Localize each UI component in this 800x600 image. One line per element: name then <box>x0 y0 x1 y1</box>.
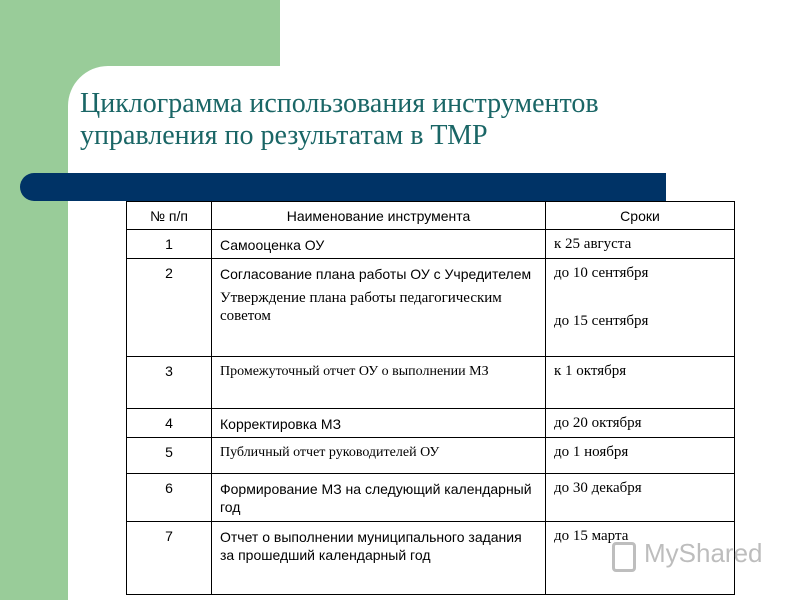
row-instrument: Согласование плана работы ОУ с Учредителем <box>220 266 532 282</box>
slide-title <box>80 88 740 152</box>
table-row <box>127 474 735 522</box>
row-instrument: Публичный отчет руководителей ОУ <box>212 438 546 474</box>
header-instrument: Наименование инструмента <box>212 202 546 230</box>
header-deadline: Сроки <box>546 202 735 230</box>
instruments-table <box>126 201 735 595</box>
row-instrument-cell <box>212 259 546 357</box>
row-deadline: до 15 марта <box>546 522 735 595</box>
row-deadline: до 30 декабря <box>546 474 735 522</box>
watermark <box>612 538 762 578</box>
title-divider-bar-end <box>638 173 666 201</box>
row-deadline-secondary: до 15 сентября <box>554 313 649 329</box>
row-number: 5 <box>127 438 212 474</box>
presentation-board-icon <box>612 542 636 572</box>
row-instrument: Промежуточный отчет ОУ о выполнении МЗ <box>212 357 546 409</box>
row-instrument: Формирование МЗ на следующий календарный год <box>212 474 546 522</box>
table-row <box>127 230 735 259</box>
row-instrument: Самооценка ОУ <box>212 230 546 259</box>
row-number: 2 <box>127 259 212 357</box>
row-deadline-cell <box>546 259 735 357</box>
table-row <box>127 438 735 474</box>
watermark-text: MyShared <box>644 538 763 568</box>
row-deadline: к 25 августа <box>546 230 735 259</box>
row-number: 1 <box>127 230 212 259</box>
title-divider-bar <box>20 173 666 201</box>
table-row <box>127 259 735 357</box>
row-deadline: до 1 ноября <box>546 438 735 474</box>
table-header-row <box>127 202 735 230</box>
row-number: 4 <box>127 409 212 438</box>
row-deadline: до 10 сентября <box>554 265 649 281</box>
row-number: 7 <box>127 522 212 595</box>
table-row <box>127 357 735 409</box>
row-deadline: до 20 октября <box>546 409 735 438</box>
slide-title-line2: управления по результатам в ТМР <box>80 120 488 151</box>
table-row <box>127 409 735 438</box>
row-instrument-secondary: Утверждение плана работы педагогическим советом <box>220 290 502 324</box>
row-deadline: к 1 октября <box>546 357 735 409</box>
row-number: 3 <box>127 357 212 409</box>
header-number: № п/п <box>127 202 212 230</box>
row-instrument: Отчет о выполнении муниципального задания за прошедший календарный год <box>212 522 546 595</box>
row-instrument: Корректировка МЗ <box>212 409 546 438</box>
slide-title-line1: Циклограмма использования инструментов <box>80 88 599 119</box>
row-number: 6 <box>127 474 212 522</box>
green-left-strip <box>0 0 68 600</box>
